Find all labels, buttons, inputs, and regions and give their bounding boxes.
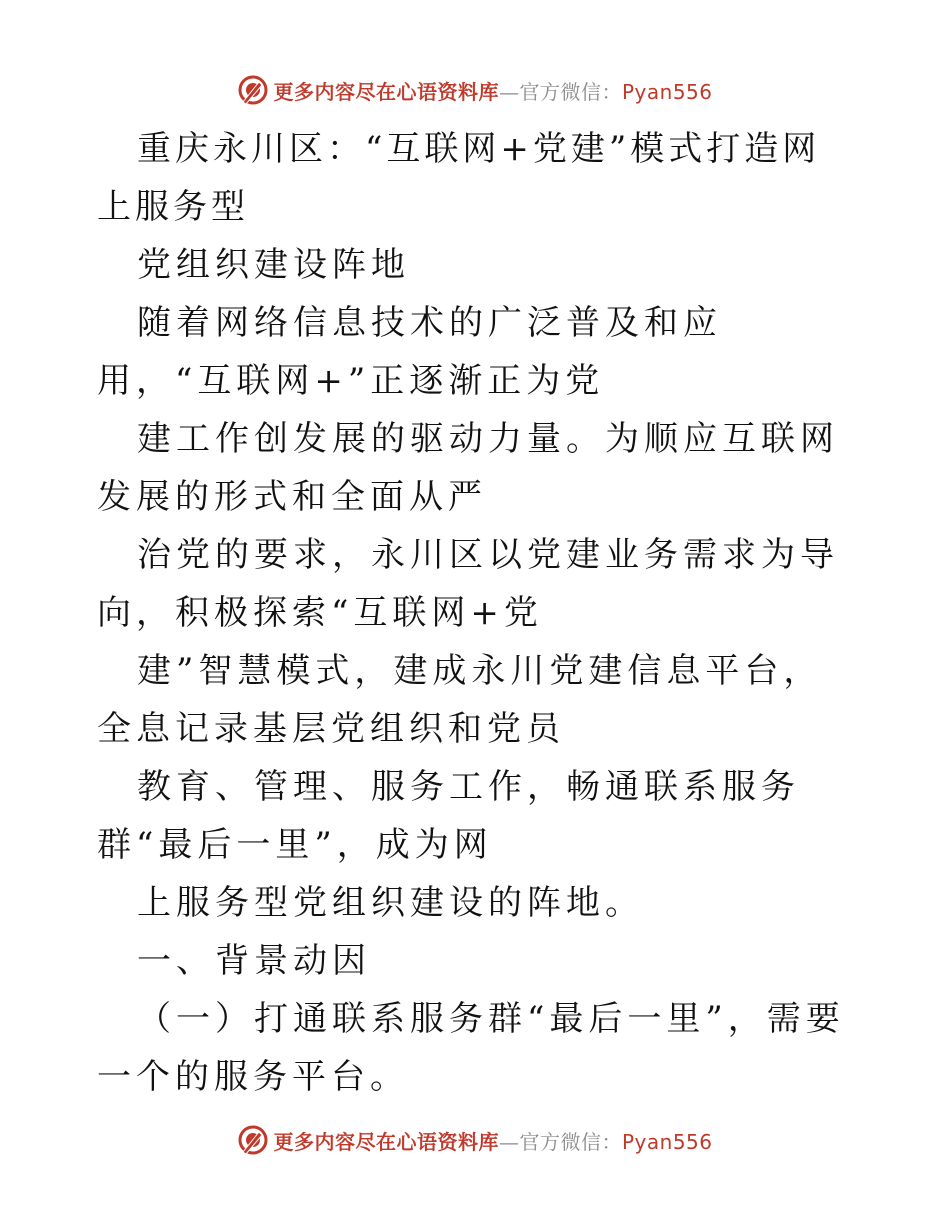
watermark-site-name: 更多内容尽在心语资料库 <box>273 1129 499 1154</box>
header-watermark-banner <box>0 70 950 110</box>
paragraph: 建工作创发展的驱动力量。为顺应互联网发展的形式和全面从严 <box>97 419 839 517</box>
watermark-dash: — <box>498 1129 520 1154</box>
logo-pen-icon <box>237 74 269 106</box>
subsection-heading: （一）打通联系服务群“最后一里”，需要一个的服务平台。 <box>97 999 845 1097</box>
watermark-wechat-id: Pyan556 <box>621 79 713 104</box>
document-title: 重庆永川区：“互联网+党建”模式打造网上服务型 <box>97 129 821 227</box>
document-body <box>97 120 857 1106</box>
logo-pen-icon <box>237 1124 269 1156</box>
watermark-official-label: 官方微信： <box>519 79 622 104</box>
paragraph: 教育、管理、服务工作，畅通联系服务群“最后一里”，成为网 <box>97 767 800 865</box>
watermark-text <box>273 76 712 105</box>
watermark-dash: — <box>498 79 520 104</box>
watermark-site-name: 更多内容尽在心语资料库 <box>273 79 499 104</box>
watermark-text <box>273 1126 712 1155</box>
watermark-official-label: 官方微信： <box>519 1129 622 1154</box>
watermark-wechat-id: Pyan556 <box>621 1129 713 1154</box>
paragraph: 党组织建设阵地 <box>137 245 410 285</box>
section-heading: 一、背景动因 <box>137 941 371 981</box>
paragraph: 建”智慧模式，建成永川党建信息平台，全息记录基层党组织和党员 <box>97 651 823 749</box>
footer-watermark-banner <box>0 1120 950 1160</box>
paragraph: 治党的要求，永川区以党建业务需求为导向，积极探索“互联网+党 <box>97 535 839 633</box>
paragraph: 随着网络信息技术的广泛普及和应用，“互联网+”正逐渐正为党 <box>97 303 722 401</box>
paragraph: 上服务型党组织建设的阵地。 <box>137 883 644 923</box>
